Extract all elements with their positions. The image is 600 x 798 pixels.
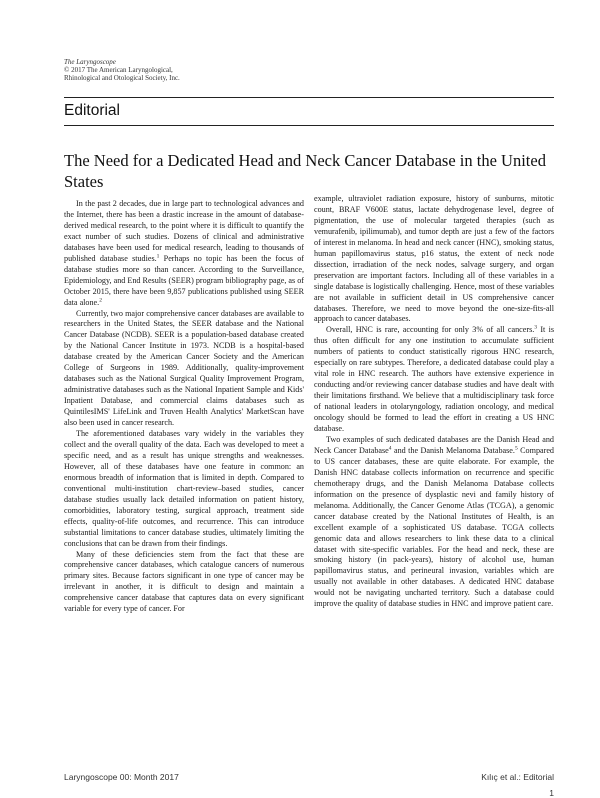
header-rule-bottom	[64, 125, 554, 126]
paragraph: Two examples of such dedicated databases are the Danish Head and Neck Cancer Database$^4$ and the Danish Melanoma Database.$^5$ Compared to US cancer databases, these are quite elaborate. For example, the Danish HNC database collects information on recurrence and specific chemotherapy drugs, and the Danish Melanoma Database collects information on the presence of dysplastic nevi and family history of melanoma. Additionally, the Cancer Genome Atlas (TCGA), a genomic cancer database created by the National Institutes of Health, is an excellent example of a sophisticated US database. TCGA collects genomic data and allows researchers to link these data to a clinical dataset with site-specific variables. For the head and neck, these are smoking history (in pack-years), history of alcohol use, human papillomavirus status, and perineural invasion, variables which are usually not available in other databases. A dedicated HNC database would not be navigating uncharted territory. Such a database could improve the quality of database studies in HNC and improve patient care.	[314, 434, 554, 609]
article-title: The Need for a Dedicated Head and Neck Cancer Database in the United States	[64, 151, 546, 191]
right-column	[314, 194, 554, 610]
reference-marker: 3	[534, 324, 538, 331]
footer-journal-issue: Laryngoscope 00: Month 2017	[64, 772, 179, 782]
reference-marker: 1	[156, 253, 160, 260]
left-column	[64, 199, 304, 615]
paragraph: In the past 2 decades, due in large part to technological advances and the Internet, there has been a drastic increase in the amount of database-derived medical research, to the point where it is difficult to quantify the exact number of such studies. Dozens of clinical and administrative databases have been used for medical research, leading to thousands of published database studies.$^1$ Perhaps no topic has been the focus of database studies more so than cancer. According to the Surveillance, Epidemiology, and End Results (SEER) program bibliography page, as of October 2015, there have been 9,857 publications published using SEER data alone.$^2$	[64, 199, 304, 307]
footer-running-head: Kılıç et al.: Editorial	[481, 772, 554, 782]
paragraph: Overall, HNC is rare, accounting for only 3% of all cancers.$^3$ It is thus often difficult for any one institution to accumulate sufficient numbers of patients to conduct statistically rigorous HNC research, especially on rare subtypes. Therefore, a dedicated database could play a vital role in HNC research. The authors have extensive experience in conducting and/or reviewing cancer database studies and have dealt with their limitations firsthand. We believe that a multidisciplinary task force of national leaders in otolaryngology, radiation oncology, and medical oncology should be formed to lead the effort in creating a US HNC database.	[314, 324, 554, 434]
section-label: Editorial	[64, 102, 120, 119]
reference-marker: 4	[388, 445, 392, 452]
reference-marker: 5	[514, 445, 518, 452]
header-rule-top	[64, 97, 554, 98]
masthead	[64, 58, 180, 83]
paragraph: Many of these deficiencies stem from the fact that these are comprehensive cancer databases, which catalogue cancers of numerous primary sites. Because factors significant in one type of cancer may be irrelevant in another, it is difficult to design and maintain a comprehensive cancer database that captures data on every significant variable for every type of cancer. For	[64, 549, 304, 614]
page-number: 1	[549, 788, 554, 798]
paragraph: The aforementioned databases vary widely in the variables they collect and the overall quality of the data. Each was developed to meet a specific need, and as a result has unique strengths and weaknesses. However, all of these databases have one feature in common: an enormous breadth of information that is limited in depth. Compared to conventional multi-institution chart-review–based studies, cancer database studies usually lack detailed information on patient history, comorbidities, laboratory testing, surgical approach, treatment side effects, quality-of-life outcomes, and recurrence. This can introduce substantial limitations to cancer database studies, ultimately limiting the conclusions that can be drawn from their findings.	[64, 429, 304, 548]
paragraph: Currently, two major comprehensive cancer databases are available to researchers in the United States, the SEER database and the National Cancer Database (NCDB). SEER is a population-based database created by the National Cancer Institute in 1973. NCDB is a hospital-based database created by the American Cancer Society and the American College of Surgeons in 1989. Additionally, quality-improvement databases such as the National Surgical Quality Improvement Program, administrative databases such as the National Inpatient Sample and Kids' Inpatient Database, and commercial claims databases such as QuintilesIMS' LifeLink and Truven Health Analytics' MarketScan have also been used in cancer research.	[64, 308, 304, 428]
reference-marker: 2	[99, 296, 102, 303]
journal-name: The Laryngoscope	[64, 58, 116, 66]
copyright-line-1: © 2017 The American Laryngological,	[64, 66, 173, 75]
paragraph: example, ultraviolet radiation exposure, history of sunburns, mitotic count, BRAF V600E status, lactate dehydrogenase level, degree of pigmentation, the use of molecular targeted therapies (such as vemurafenib, ipilimumab), and tumor depth are just a few of the factors of interest in melanoma. In head and neck cancer (HNC), smoking status, human papillomavirus status, p16 status, the extent of neck node dissection, irradiation of the neck nodes, salvage surgery, and organ preservation are important factors. Including all of these variables in a single database is logistically challenging. Hence, most of these variables are not available in sufficient detail in US comprehensive cancer databases. Therefore, we need to move beyond the one-size-fits-all approach to cancer databases.	[314, 194, 554, 324]
copyright-line-2: Rhinological and Otological Society, Inc.	[64, 74, 180, 83]
